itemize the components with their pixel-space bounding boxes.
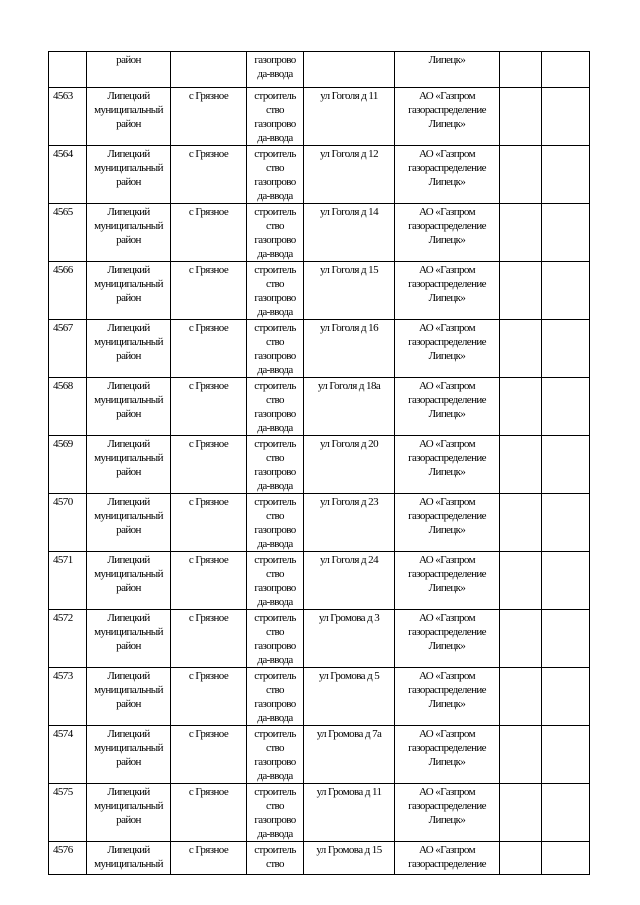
extra-cell-2 bbox=[542, 378, 590, 436]
work-type-cell-line: ство bbox=[266, 742, 284, 754]
district-cell-line: муниципальный bbox=[94, 626, 163, 638]
work-type-cell-line: ство bbox=[266, 278, 284, 290]
work-type-cell-line: газопрово bbox=[254, 292, 296, 304]
extra-cell-1 bbox=[500, 842, 542, 875]
district-cell-line: Липецкий bbox=[107, 612, 150, 624]
record-number: 4576 bbox=[49, 842, 87, 875]
work-type-cell-line: строитель bbox=[254, 844, 296, 856]
district-cell-line: Липецкий bbox=[107, 148, 150, 160]
table-row bbox=[49, 842, 590, 875]
address-cell: ул Гоголя д 16 bbox=[304, 320, 395, 378]
organization-cell-line: газораспределение bbox=[408, 742, 486, 754]
organization-cell-line: АО «Газпром bbox=[419, 322, 475, 334]
settlement-cell: с Грязное bbox=[171, 726, 247, 784]
district-cell-line: район bbox=[116, 756, 141, 768]
extra-cell-2 bbox=[542, 668, 590, 726]
organization-cell bbox=[395, 52, 500, 88]
district-cell bbox=[87, 320, 171, 378]
settlement-cell: с Грязное bbox=[171, 494, 247, 552]
organization-cell-line: газораспределение bbox=[408, 162, 486, 174]
work-type-cell-line: ство bbox=[266, 452, 284, 464]
organization-cell-line: газораспределение bbox=[408, 452, 486, 464]
district-cell bbox=[87, 494, 171, 552]
table-row bbox=[49, 784, 590, 842]
work-type-cell-line: газопрово bbox=[254, 582, 296, 594]
work-type-cell-line: газопрово bbox=[254, 640, 296, 652]
address-cell: ул Громова д 3 bbox=[304, 610, 395, 668]
organization-cell-line: газораспределение bbox=[408, 568, 486, 580]
work-type-cell-line: да-ввода bbox=[257, 538, 293, 550]
organization-cell-line: АО «Газпром bbox=[419, 670, 475, 682]
address-cell bbox=[304, 52, 395, 88]
settlement-cell: с Грязное bbox=[171, 668, 247, 726]
settlement-cell: с Грязное bbox=[171, 88, 247, 146]
extra-cell-1 bbox=[500, 784, 542, 842]
extra-cell-2 bbox=[542, 610, 590, 668]
work-type-cell-line: да-ввода bbox=[257, 306, 293, 318]
organization-cell bbox=[395, 842, 500, 875]
extra-cell-2 bbox=[542, 262, 590, 320]
work-type-cell-line: ство bbox=[266, 684, 284, 696]
settlement-cell: с Грязное bbox=[171, 610, 247, 668]
organization-cell-line: АО «Газпром bbox=[419, 554, 475, 566]
work-type-cell-line: да-ввода bbox=[257, 422, 293, 434]
district-cell bbox=[87, 668, 171, 726]
work-type-cell-line: газопрово bbox=[254, 524, 296, 536]
address-cell: ул Гоголя д 24 bbox=[304, 552, 395, 610]
district-cell-line: район bbox=[116, 698, 141, 710]
district-cell-line: Липецкий bbox=[107, 380, 150, 392]
organization-cell-line: Липецк» bbox=[428, 814, 466, 826]
organization-cell-line: газораспределение bbox=[408, 104, 486, 116]
address-cell: ул Гоголя д 11 bbox=[304, 88, 395, 146]
extra-cell-2 bbox=[542, 552, 590, 610]
district-cell-line: Липецкий bbox=[107, 670, 150, 682]
extra-cell-1 bbox=[500, 52, 542, 88]
organization-cell bbox=[395, 146, 500, 204]
work-type-cell bbox=[247, 494, 304, 552]
district-cell bbox=[87, 842, 171, 875]
table-row bbox=[49, 204, 590, 262]
work-type-cell-line: ство bbox=[266, 220, 284, 232]
organization-cell-line: АО «Газпром bbox=[419, 90, 475, 102]
extra-cell-2 bbox=[542, 146, 590, 204]
district-cell-line: район bbox=[116, 640, 141, 652]
district-cell bbox=[87, 52, 171, 88]
address-cell: ул Громова д 5 bbox=[304, 668, 395, 726]
work-type-cell bbox=[247, 784, 304, 842]
district-cell-line: муниципальный bbox=[94, 336, 163, 348]
organization-cell bbox=[395, 552, 500, 610]
organization-cell-line: газораспределение bbox=[408, 510, 486, 522]
extra-cell-2 bbox=[542, 88, 590, 146]
work-type-cell-line: ство bbox=[266, 626, 284, 638]
work-type-cell-line: строитель bbox=[254, 380, 296, 392]
work-type-cell-line: да-ввода bbox=[257, 770, 293, 782]
organization-cell-line: Липецк» bbox=[428, 176, 466, 188]
record-number: 4569 bbox=[49, 436, 87, 494]
work-type-cell bbox=[247, 204, 304, 262]
table-row bbox=[49, 494, 590, 552]
work-type-cell-line: да-ввода bbox=[257, 596, 293, 608]
organization-cell bbox=[395, 668, 500, 726]
table-row bbox=[49, 668, 590, 726]
district-cell-line: Липецкий bbox=[107, 844, 150, 856]
record-number: 4568 bbox=[49, 378, 87, 436]
district-cell-line: муниципальный bbox=[94, 162, 163, 174]
extra-cell-2 bbox=[542, 320, 590, 378]
work-type-cell-line: строитель bbox=[254, 148, 296, 160]
work-type-cell bbox=[247, 726, 304, 784]
district-cell bbox=[87, 610, 171, 668]
district-cell bbox=[87, 146, 171, 204]
extra-cell-1 bbox=[500, 320, 542, 378]
organization-cell-line: АО «Газпром bbox=[419, 612, 475, 624]
work-type-cell bbox=[247, 668, 304, 726]
extra-cell-2 bbox=[542, 204, 590, 262]
work-type-cell-line: строитель bbox=[254, 438, 296, 450]
organization-cell bbox=[395, 494, 500, 552]
district-cell bbox=[87, 784, 171, 842]
district-cell-line: Липецкий bbox=[107, 728, 150, 740]
organization-cell-line: Липецк» bbox=[428, 408, 466, 420]
extra-cell-2 bbox=[542, 52, 590, 88]
work-type-cell-line: да-ввода bbox=[257, 654, 293, 666]
work-type-cell-line: газопрово bbox=[254, 698, 296, 710]
district-cell-line: Липецкий bbox=[107, 554, 150, 566]
record-number: 4574 bbox=[49, 726, 87, 784]
work-type-cell-line: строитель bbox=[254, 90, 296, 102]
settlement-cell: с Грязное bbox=[171, 436, 247, 494]
district-cell bbox=[87, 552, 171, 610]
work-type-cell-line: да-ввода bbox=[257, 190, 293, 202]
table-row bbox=[49, 436, 590, 494]
organization-cell-line: Липецк» bbox=[428, 640, 466, 652]
record-number: 4573 bbox=[49, 668, 87, 726]
extra-cell-1 bbox=[500, 726, 542, 784]
address-cell: ул Гоголя д 23 bbox=[304, 494, 395, 552]
work-type-cell-line: ство bbox=[266, 104, 284, 116]
district-cell-line: муниципальный bbox=[94, 452, 163, 464]
extra-cell-1 bbox=[500, 262, 542, 320]
work-type-cell bbox=[247, 610, 304, 668]
record-number: 4571 bbox=[49, 552, 87, 610]
table-row bbox=[49, 726, 590, 784]
extra-cell-1 bbox=[500, 378, 542, 436]
district-cell-line: муниципальный bbox=[94, 278, 163, 290]
district-cell bbox=[87, 88, 171, 146]
work-type-cell-line: газопрово bbox=[254, 54, 296, 66]
organization-cell-line: АО «Газпром bbox=[419, 264, 475, 276]
organization-cell-line: газораспределение bbox=[408, 800, 486, 812]
table-row bbox=[49, 52, 590, 88]
extra-cell-2 bbox=[542, 436, 590, 494]
table-row bbox=[49, 378, 590, 436]
settlement-cell bbox=[171, 52, 247, 88]
address-cell: ул Гоголя д 15 bbox=[304, 262, 395, 320]
organization-cell bbox=[395, 262, 500, 320]
organization-cell-line: газораспределение bbox=[408, 626, 486, 638]
work-type-cell-line: да-ввода bbox=[257, 712, 293, 724]
work-type-cell-line: строитель bbox=[254, 496, 296, 508]
settlement-cell: с Грязное bbox=[171, 146, 247, 204]
work-type-cell bbox=[247, 146, 304, 204]
district-cell-line: муниципальный bbox=[94, 742, 163, 754]
table-row bbox=[49, 262, 590, 320]
district-cell-line: Липецкий bbox=[107, 786, 150, 798]
organization-cell-line: АО «Газпром bbox=[419, 380, 475, 392]
work-type-cell-line: ство bbox=[266, 162, 284, 174]
work-type-cell-line: ство bbox=[266, 510, 284, 522]
organization-cell-line: Липецк» bbox=[428, 292, 466, 304]
settlement-cell: с Грязное bbox=[171, 784, 247, 842]
work-type-cell-line: ство bbox=[266, 800, 284, 812]
extra-cell-1 bbox=[500, 204, 542, 262]
district-cell-line: муниципальный bbox=[94, 104, 163, 116]
extra-cell-2 bbox=[542, 842, 590, 875]
district-cell-line: Липецкий bbox=[107, 438, 150, 450]
district-cell-line: район bbox=[116, 350, 141, 362]
record-number bbox=[49, 52, 87, 88]
organization-cell bbox=[395, 436, 500, 494]
district-cell-line: муниципальный bbox=[94, 684, 163, 696]
work-type-cell bbox=[247, 52, 304, 88]
work-type-cell-line: газопрово bbox=[254, 234, 296, 246]
extra-cell-1 bbox=[500, 146, 542, 204]
work-type-cell-line: ство bbox=[266, 858, 284, 870]
district-cell-line: Липецкий bbox=[107, 264, 150, 276]
organization-cell bbox=[395, 204, 500, 262]
organization-cell-line: газораспределение bbox=[408, 278, 486, 290]
work-type-cell bbox=[247, 378, 304, 436]
extra-cell-1 bbox=[500, 88, 542, 146]
district-cell-line: район bbox=[116, 408, 141, 420]
extra-cell-1 bbox=[500, 610, 542, 668]
district-cell bbox=[87, 262, 171, 320]
work-type-cell bbox=[247, 436, 304, 494]
work-type-cell bbox=[247, 842, 304, 875]
work-type-cell bbox=[247, 552, 304, 610]
organization-cell-line: АО «Газпром bbox=[419, 206, 475, 218]
settlement-cell: с Грязное bbox=[171, 320, 247, 378]
organization-cell-line: АО «Газпром bbox=[419, 496, 475, 508]
work-type-cell-line: газопрово bbox=[254, 756, 296, 768]
district-cell-line: муниципальный bbox=[94, 800, 163, 812]
record-number: 4572 bbox=[49, 610, 87, 668]
district-cell-line: муниципальный bbox=[94, 510, 163, 522]
table-row bbox=[49, 88, 590, 146]
work-type-cell-line: газопрово bbox=[254, 176, 296, 188]
table-row bbox=[49, 552, 590, 610]
organization-cell-line: газораспределение bbox=[408, 220, 486, 232]
work-type-cell-line: строитель bbox=[254, 322, 296, 334]
district-cell-line: муниципальный bbox=[94, 394, 163, 406]
district-cell-line: район bbox=[116, 582, 141, 594]
address-cell: ул Громова д 11 bbox=[304, 784, 395, 842]
address-cell: ул Гоголя д 20 bbox=[304, 436, 395, 494]
work-type-cell-line: да-ввода bbox=[257, 828, 293, 840]
work-type-cell-line: да-ввода bbox=[257, 480, 293, 492]
record-number: 4566 bbox=[49, 262, 87, 320]
address-cell: ул Громова д 15 bbox=[304, 842, 395, 875]
work-type-cell-line: да-ввода bbox=[257, 68, 293, 80]
settlement-cell: с Грязное bbox=[171, 378, 247, 436]
work-type-cell-line: газопрово bbox=[254, 466, 296, 478]
work-type-cell-line: ство bbox=[266, 336, 284, 348]
address-cell: ул Громова д 7а bbox=[304, 726, 395, 784]
organization-cell-line: Липецк» bbox=[428, 350, 466, 362]
work-type-cell-line: строитель bbox=[254, 670, 296, 682]
record-number: 4567 bbox=[49, 320, 87, 378]
settlement-cell: с Грязное bbox=[171, 842, 247, 875]
organization-cell-line: АО «Газпром bbox=[419, 786, 475, 798]
organization-cell bbox=[395, 378, 500, 436]
organization-cell bbox=[395, 610, 500, 668]
organization-cell-line: АО «Газпром bbox=[419, 148, 475, 160]
organization-cell-line: АО «Газпром bbox=[419, 728, 475, 740]
district-cell-line: Липецкий bbox=[107, 322, 150, 334]
organization-cell bbox=[395, 726, 500, 784]
work-type-cell-line: да-ввода bbox=[257, 364, 293, 376]
organization-cell-line: Липецк» bbox=[428, 54, 466, 66]
organization-cell-line: газораспределение bbox=[408, 684, 486, 696]
extra-cell-2 bbox=[542, 784, 590, 842]
work-type-cell-line: да-ввода bbox=[257, 248, 293, 260]
extra-cell-2 bbox=[542, 494, 590, 552]
district-cell-line: район bbox=[116, 466, 141, 478]
district-cell-line: муниципальный bbox=[94, 568, 163, 580]
table-row bbox=[49, 320, 590, 378]
extra-cell-1 bbox=[500, 436, 542, 494]
record-number: 4563 bbox=[49, 88, 87, 146]
work-type-cell bbox=[247, 320, 304, 378]
records-table-body bbox=[49, 52, 590, 875]
organization-cell-line: Липецк» bbox=[428, 118, 466, 130]
work-type-cell-line: строитель bbox=[254, 554, 296, 566]
settlement-cell: с Грязное bbox=[171, 552, 247, 610]
organization-cell-line: АО «Газпром bbox=[419, 844, 475, 856]
district-cell-line: Липецкий bbox=[107, 206, 150, 218]
district-cell-line: район bbox=[116, 292, 141, 304]
extra-cell-1 bbox=[500, 668, 542, 726]
record-number: 4565 bbox=[49, 204, 87, 262]
district-cell bbox=[87, 204, 171, 262]
work-type-cell-line: газопрово bbox=[254, 350, 296, 362]
district-cell-line: район bbox=[116, 54, 141, 66]
settlement-cell: с Грязное bbox=[171, 204, 247, 262]
district-cell bbox=[87, 378, 171, 436]
district-cell-line: Липецкий bbox=[107, 90, 150, 102]
district-cell-line: муниципальный bbox=[94, 220, 163, 232]
table-row bbox=[49, 146, 590, 204]
organization-cell-line: Липецк» bbox=[428, 466, 466, 478]
table-row bbox=[49, 610, 590, 668]
district-cell bbox=[87, 436, 171, 494]
organization-cell bbox=[395, 784, 500, 842]
district-cell-line: район bbox=[116, 524, 141, 536]
record-number: 4570 bbox=[49, 494, 87, 552]
district-cell-line: Липецкий bbox=[107, 496, 150, 508]
record-number: 4564 bbox=[49, 146, 87, 204]
work-type-cell-line: газопрово bbox=[254, 408, 296, 420]
work-type-cell-line: строитель bbox=[254, 206, 296, 218]
extra-cell-2 bbox=[542, 726, 590, 784]
work-type-cell-line: газопрово bbox=[254, 118, 296, 130]
district-cell-line: район bbox=[116, 814, 141, 826]
district-cell-line: район bbox=[116, 234, 141, 246]
work-type-cell-line: строитель bbox=[254, 612, 296, 624]
settlement-cell: с Грязное bbox=[171, 262, 247, 320]
record-number: 4575 bbox=[49, 784, 87, 842]
organization-cell-line: Липецк» bbox=[428, 698, 466, 710]
organization-cell-line: Липецк» bbox=[428, 582, 466, 594]
organization-cell-line: Липецк» bbox=[428, 524, 466, 536]
work-type-cell-line: строитель bbox=[254, 728, 296, 740]
work-type-cell-line: строитель bbox=[254, 264, 296, 276]
extra-cell-1 bbox=[500, 494, 542, 552]
work-type-cell-line: ство bbox=[266, 568, 284, 580]
organization-cell bbox=[395, 320, 500, 378]
work-type-cell-line: да-ввода bbox=[257, 132, 293, 144]
district-cell-line: муниципальный bbox=[94, 858, 163, 870]
work-type-cell bbox=[247, 88, 304, 146]
organization-cell-line: Липецк» bbox=[428, 234, 466, 246]
work-type-cell-line: газопрово bbox=[254, 814, 296, 826]
address-cell: ул Гоголя д 12 bbox=[304, 146, 395, 204]
district-cell-line: район bbox=[116, 176, 141, 188]
organization-cell-line: газораспределение bbox=[408, 858, 486, 870]
district-cell-line: район bbox=[116, 118, 141, 130]
extra-cell-1 bbox=[500, 552, 542, 610]
organization-cell-line: газораспределение bbox=[408, 336, 486, 348]
district-cell bbox=[87, 726, 171, 784]
work-type-cell-line: строитель bbox=[254, 786, 296, 798]
organization-cell-line: АО «Газпром bbox=[419, 438, 475, 450]
work-type-cell bbox=[247, 262, 304, 320]
organization-cell bbox=[395, 88, 500, 146]
address-cell: ул Гоголя д 18а bbox=[304, 378, 395, 436]
work-type-cell-line: ство bbox=[266, 394, 284, 406]
organization-cell-line: Липецк» bbox=[428, 756, 466, 768]
records-table bbox=[48, 51, 590, 875]
organization-cell-line: газораспределение bbox=[408, 394, 486, 406]
address-cell: ул Гоголя д 14 bbox=[304, 204, 395, 262]
